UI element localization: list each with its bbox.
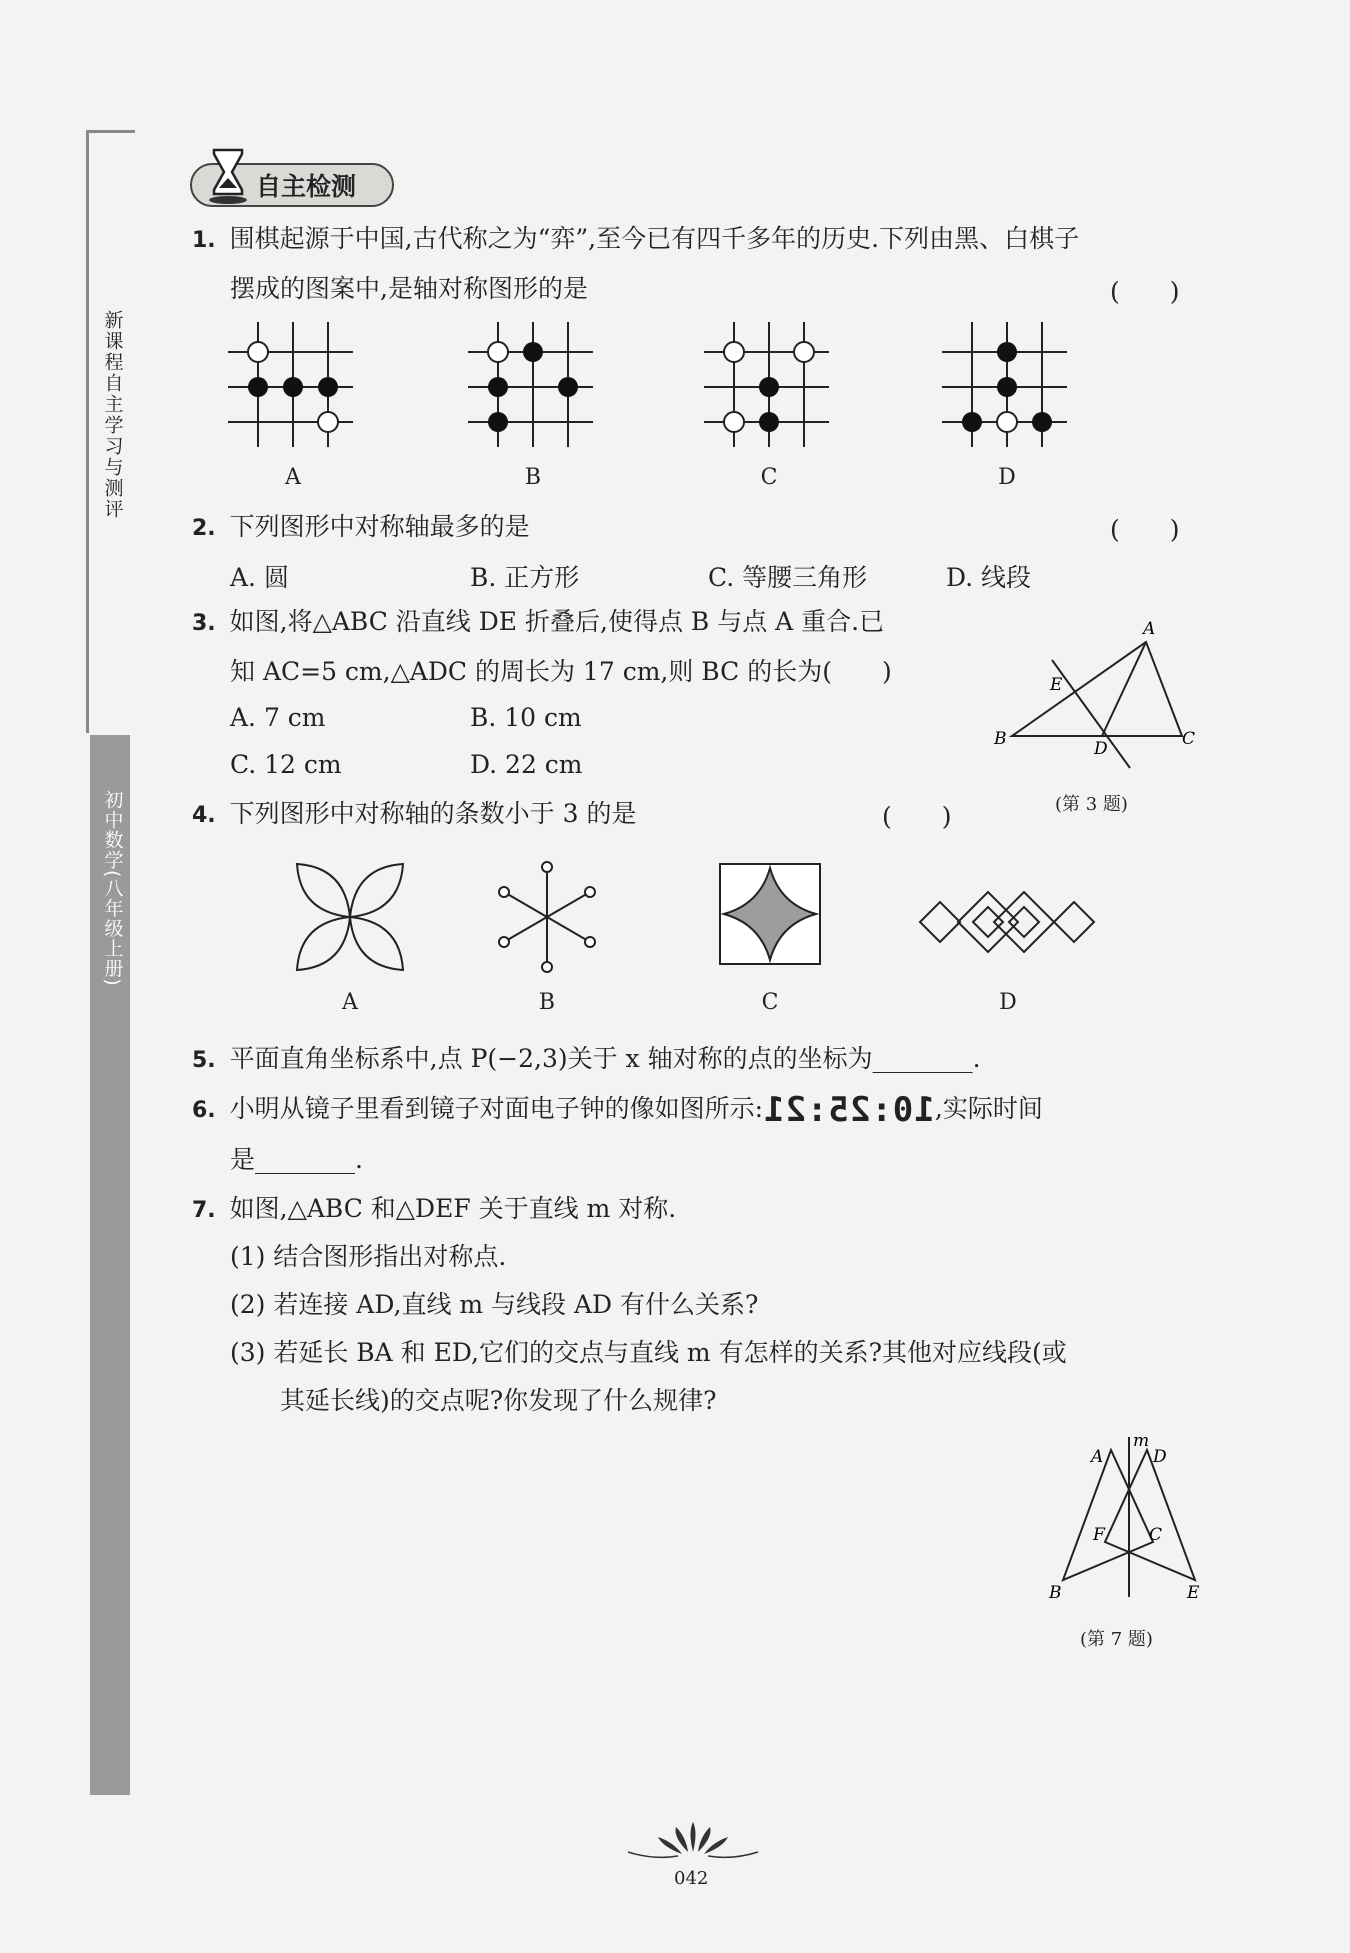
- q7-line-m: m: [1133, 1431, 1150, 1451]
- q2-option-c: C. 等腰三角形: [708, 563, 868, 592]
- q3-point-e: E: [1050, 675, 1063, 695]
- section-title: 自主检测: [256, 172, 357, 201]
- q4-label-b: B: [538, 990, 556, 1015]
- q4-figure-d-knot: [918, 882, 1098, 962]
- q2-answer-blank: ( ): [1110, 515, 1180, 544]
- q3-point-b: B: [994, 729, 1007, 749]
- q3-triangle-figure: [990, 619, 1196, 770]
- q3-option-b: B. 10 cm: [470, 703, 582, 732]
- q1-figure-b: [468, 322, 598, 452]
- q2-option-d: D. 线段: [946, 563, 1032, 592]
- q1-line1: 1. 围棋起源于中国,古代称之为“弈”,至今已有四千多年的历史.下列由黑、白棋子: [192, 224, 1080, 253]
- q1-figure-c: [704, 322, 834, 452]
- q7-point-c: C: [1149, 1525, 1163, 1545]
- footer-ornament-icon: [618, 1822, 768, 1862]
- q7-point-b: B: [1049, 1583, 1062, 1603]
- q1-label-c: C: [760, 465, 778, 490]
- q3-option-d: D. 22 cm: [470, 750, 583, 779]
- q3-point-c: C: [1182, 729, 1196, 749]
- q4-figure-b-snowflake: [492, 862, 602, 972]
- q7-text: 7. 如图,△ABC 和△DEF 关于直线 m 对称.: [192, 1194, 677, 1223]
- q3-line2: 知 AC=5 cm,△ADC 的周长为 17 cm,则 BC 的长为( ): [230, 657, 892, 686]
- mirrored-clock: 10:25:21: [763, 1090, 935, 1130]
- q4-label-c: C: [761, 990, 779, 1015]
- q7-caption: (第 7 题): [1080, 1629, 1153, 1650]
- q4-figure-a-petals: [295, 862, 405, 972]
- q3-option-c: C. 12 cm: [230, 750, 342, 779]
- q1-label-a: A: [285, 465, 301, 490]
- q7-point-f: F: [1093, 1525, 1105, 1545]
- q1-figure-d: [942, 322, 1072, 452]
- q1-label-d: D: [998, 465, 1016, 490]
- q3-point-a: A: [1143, 619, 1156, 639]
- q4-answer-blank: ( ): [882, 802, 952, 831]
- q2-option-a: A. 圆: [230, 563, 289, 592]
- q1-figure-a: [228, 322, 358, 452]
- q5-text: 5. 平面直角坐标系中,点 P(−2,3)关于 x 轴对称的点的坐标为________.: [192, 1044, 981, 1073]
- q7-sub3a: (3) 若延长 BA 和 ED,它们的交点与直线 m 有怎样的关系?其他对应线段(或: [230, 1338, 1067, 1367]
- q3-option-a: A. 7 cm: [230, 703, 326, 732]
- q7-point-d: D: [1153, 1447, 1167, 1467]
- q2-option-b: B. 正方形: [470, 563, 580, 592]
- q7-sub1: (1) 结合图形指出对称点.: [230, 1242, 507, 1271]
- q7-sub3b: 其延长线)的交点呢?你发现了什么规律?: [280, 1386, 717, 1415]
- q1-label-b: B: [524, 465, 542, 490]
- q7-point-a: A: [1091, 1447, 1104, 1467]
- q4-label-d: D: [999, 990, 1017, 1015]
- sidebar-top-text: 新课程自主学习与测评: [101, 310, 124, 520]
- q7-sub2: (2) 若连接 AD,直线 m 与线段 AD 有什么关系?: [230, 1290, 759, 1319]
- q7-point-e: E: [1187, 1583, 1200, 1603]
- hourglass-icon: [208, 148, 248, 204]
- q6-text: 6. 小明从镜子里看到镜子对面电子钟的像如图所示:10:25:21,实际时间: [192, 1090, 1043, 1130]
- q4-text: 4. 下列图形中对称轴的条数小于 3 的是: [192, 799, 637, 828]
- q7-symmetric-triangles-figure: [1045, 1431, 1200, 1603]
- q4-label-a: A: [342, 990, 358, 1015]
- q2-text: 2. 下列图形中对称轴最多的是: [192, 512, 530, 541]
- q6-line2: 是________.: [230, 1145, 363, 1174]
- q1-answer-blank: ( ): [1110, 277, 1180, 306]
- q4-figure-c-square-star: [718, 862, 824, 968]
- q3-line1: 3. 如图,将△ABC 沿直线 DE 折叠后,使得点 B 与点 A 重合.已: [192, 607, 885, 636]
- sidebar-bottom-text: 初中数学(八年级上册): [101, 790, 124, 987]
- q3-caption: (第 3 题): [1055, 794, 1128, 815]
- q1-line2: 摆成的图案中,是轴对称图形的是: [230, 274, 588, 303]
- page-number: 042: [674, 1868, 709, 1889]
- q3-point-d: D: [1094, 739, 1108, 759]
